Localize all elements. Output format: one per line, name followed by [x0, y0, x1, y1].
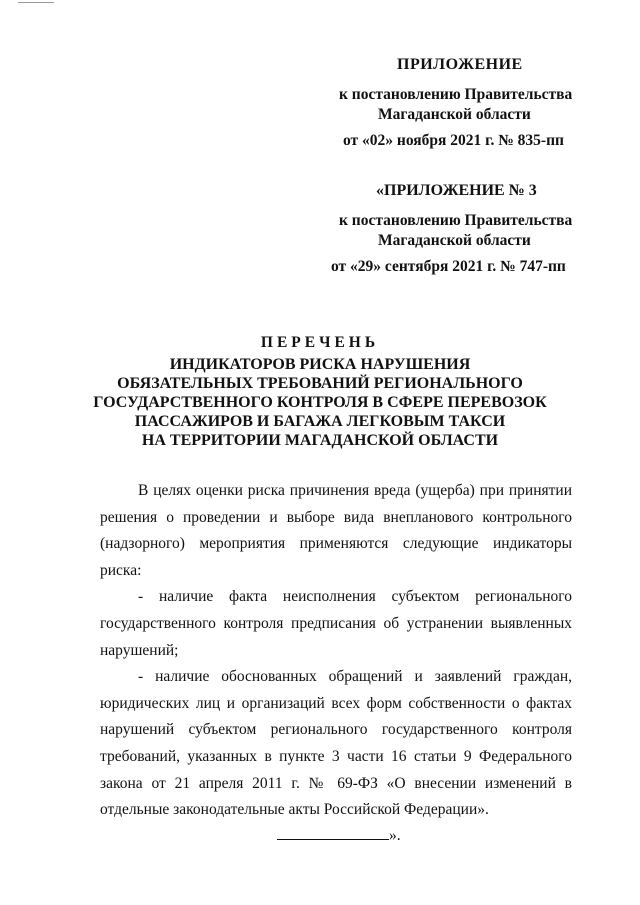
- indicator-item-1: - наличие факта неисполнения субъектом регионального государственного контроля предписания об устранении выявленных нарушений;: [100, 588, 572, 659]
- heading-line-5: НА ТЕРРИТОРИИ МАГАДАНСКОЙ ОБЛАСТИ: [141, 432, 499, 449]
- appendix-title: ПРИЛОЖЕНИЕ: [397, 56, 523, 73]
- indicator-item-2: - наличие обоснованных обращений и заявлений граждан, юридических лиц и организаций всех форм собственности о фактах нарушений субъектом регионального государственного контроля требований, указанных в пункте 3 части 16 статьи 9 Федерального закона от 21 апреля 2011 г. № 69-ФЗ «О внесении изменений в отдельные законодательные акты Российской Федерации».: [100, 668, 572, 819]
- closing-line: [277, 827, 401, 845]
- appendix-resolution-line1: к постановлению Правительства: [339, 86, 573, 103]
- list-title: ПЕРЕЧЕНЬ: [260, 334, 380, 351]
- closing-blank-rule: [277, 829, 389, 840]
- appendix-date-number: от «02» ноября 2021 г. № 835-пп: [343, 132, 564, 149]
- heading-line-4: ПАССАЖИРОВ И БАГАЖА ЛЕГКОВЫМ ТАКСИ: [134, 413, 506, 430]
- appendix3-resolution-line1: к постановлению Правительства: [339, 212, 573, 229]
- appendix-resolution-line2: Магаданской области: [378, 106, 531, 123]
- intro-paragraph: В целях оценки риска причинения вреда (ущерба) при принятии решения о проведении и выборе вида внепланового контрольного (надзорного) мероприятия применяются следующие индикаторы риска:: [100, 482, 572, 579]
- heading-line-2: ОБЯЗАТЕЛЬНЫХ ТРЕБОВАНИЙ РЕГИОНАЛЬНОГО: [117, 375, 523, 392]
- appendix3-resolution-line2: Магаданской области: [378, 232, 531, 249]
- heading-line-1: ИНДИКАТОРОВ РИСКА НАРУШЕНИЯ: [169, 356, 471, 373]
- appendix3-title: «ПРИЛОЖЕНИЕ № 3: [376, 182, 537, 199]
- document-body: [100, 478, 572, 824]
- appendix3-date-number: от «29» сентября 2021 г. № 747-пп: [331, 258, 566, 275]
- scan-corner-mark: [18, 2, 54, 3]
- heading-line-3: ГОСУДАРСТВЕННОГО КОНТРОЛЯ В СФЕРЕ ПЕРЕВОЗОК: [93, 394, 547, 411]
- closing-quote: ».: [389, 827, 401, 844]
